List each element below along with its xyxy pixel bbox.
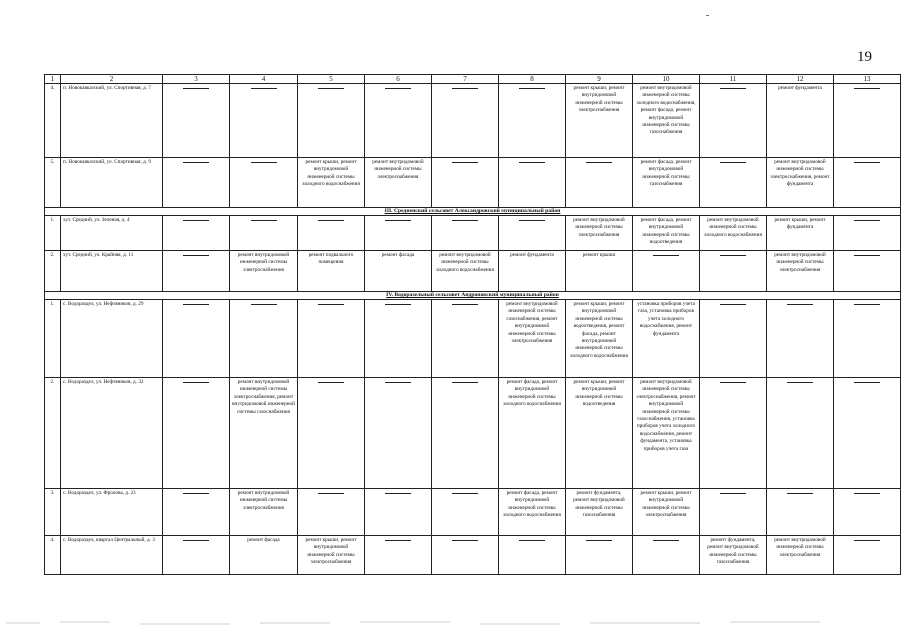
work-cell: ремонт крыши [566,251,633,292]
work-cell: ремонт фасада [230,536,298,575]
row-number-cell: 1. [45,300,61,378]
work-cell: ремонт крыши, ремонт внутридомовой инженерной системы электроснабжения [633,489,700,536]
work-cell: ремонт фасада, ремонт внутридомовой инженерной системы холодного водоснабжения [499,378,566,489]
work-cell: ремонт фасада [365,251,432,292]
column-header: 2 [61,75,163,84]
work-cell: ремонт внутридомовой инженерной системы электроснабжения [365,158,432,208]
work-cell [700,300,767,378]
work-cell [230,300,298,378]
work-cell [432,216,499,251]
work-cell [566,536,633,575]
dash-mark [318,382,344,383]
work-cell [298,489,365,536]
work-cell: ремонт крыши, ремонт внутридомовой инженерной системы электроснабжения [298,536,365,575]
work-cell: ремонт внутридомовой инженерной системы электроснабжения, ремонт внутридомовой инженерной системы газоснабжения, установка приборов учета холодного водоснабжения, ремонт фундамента, установка приборов учета газа [633,378,700,489]
column-header: 11 [700,75,767,84]
dash-mark [452,382,478,383]
work-cell: ремонт внутридомовой инженерной системы холодного водоснабжения [700,216,767,251]
work-cell [298,216,365,251]
address-cell: хут. Средний, ул. Крайняя, д. 11 [61,251,163,292]
dash-mark [519,540,545,541]
address-cell: п. Новокавказский, ул. Спортивная, д. 9 [61,158,163,208]
work-cell [298,378,365,489]
dash-mark [318,304,344,305]
work-cell [163,536,230,575]
table-row [45,216,901,251]
work-cell: ремонт крыши, ремонт внутридомовой инженерной системы холодного водоснабжения [298,158,365,208]
row-number-cell: 5. [45,158,61,208]
address-cell: хут. Средний, ул. Зеленая, д. 4 [61,216,163,251]
work-cell [499,536,566,575]
work-cell [633,536,700,575]
section-row [45,208,901,216]
work-cell: ремонт фасада, ремонт внутридомовой инженерной системы водоотведения [633,216,700,251]
work-cell: ремонт подвального помещения [298,251,365,292]
work-cell: ремонт крыши, ремонт фундамента [767,216,834,251]
dash-mark [720,382,746,383]
column-header: 8 [499,75,566,84]
work-cell: ремонт фундамента, ремонт внутридомовой инженерной системы газоснабжения [700,536,767,575]
work-cell [230,84,298,158]
dash-mark [854,540,880,541]
work-cell [163,158,230,208]
work-cell [834,251,901,292]
repair-schedule-table [44,74,901,575]
work-cell: ремонт фасада, ремонт внутридомовой инженерной системы холодного водоснабжения [499,489,566,536]
work-cell [700,158,767,208]
dash-mark [452,493,478,494]
dash-mark [854,220,880,221]
dash-mark [854,382,880,383]
dash-mark [519,88,545,89]
column-header: 1 [45,75,61,84]
dash-mark [183,304,209,305]
dash-mark [318,220,344,221]
dash-mark [183,540,209,541]
work-cell [298,84,365,158]
row-number-cell: 4. [45,536,61,575]
work-cell [163,216,230,251]
dash-mark [653,540,679,541]
dash-mark [586,540,612,541]
dash-mark [183,162,209,163]
work-cell [365,84,432,158]
section-row [45,292,901,300]
work-cell [365,300,432,378]
work-cell: ремонт внутридомовой инженерной системы электроснабжения, ремонт внутридомовой инженерной системы газоснабжения [230,378,298,489]
column-header: 6 [365,75,432,84]
scan-noise [0,611,905,633]
dash-mark [787,382,813,383]
row-number-cell: 1. [45,216,61,251]
work-cell: ремонт крыши, ремонт внутридомовой инженерной системы водоотведения [566,378,633,489]
work-cell [767,489,834,536]
column-header: 3 [163,75,230,84]
work-cell [163,300,230,378]
work-cell: ремонт внутридомовой инженерной системы электроснабжения [767,251,834,292]
dash-mark [385,382,411,383]
column-number-row [45,75,901,84]
dash-mark [385,220,411,221]
table-row [45,300,901,378]
address-cell: с. Водораздел, ул. Фролова, д. 23 [61,489,163,536]
table-row [45,489,901,536]
table-row [45,84,901,158]
dash-mark [251,304,277,305]
table-row [45,378,901,489]
work-cell [834,158,901,208]
dash-mark [452,220,478,221]
work-cell: ремонт внутридомовой инженерной системы электроснабжения [230,489,298,536]
work-cell [834,536,901,575]
work-cell [834,216,901,251]
address-cell: с. Водораздел, ул. Нефтяников, д. 29 [61,300,163,378]
work-cell [432,536,499,575]
dash-mark [452,304,478,305]
work-cell [700,251,767,292]
work-cell [432,378,499,489]
work-cell [499,84,566,158]
dash-mark [720,162,746,163]
work-cell [834,300,901,378]
dash-mark [653,255,679,256]
work-cell [230,216,298,251]
table-row [45,158,901,208]
dash-mark [318,493,344,494]
work-cell [432,300,499,378]
work-cell: ремонт крыши, ремонт внутридомовой инженерной системы водоотведения, ремонт фасада, ремонт внутридомовой инженерной системы холодного водоснабжения [566,300,633,378]
work-cell: ремонт внутридомовой инженерной системы холодного водоснабжения [432,251,499,292]
dash-mark [787,493,813,494]
work-cell [298,300,365,378]
dash-mark [385,540,411,541]
column-header: 5 [298,75,365,84]
dash-mark [586,162,612,163]
work-cell [432,84,499,158]
work-cell [365,489,432,536]
dash-mark [720,88,746,89]
column-header: 4 [230,75,298,84]
dash-mark [452,162,478,163]
dash-mark [183,382,209,383]
work-cell: ремонт внутридомовой инженерной системы электроснабжения [767,536,834,575]
work-cell [566,158,633,208]
work-cell [163,489,230,536]
work-cell [163,378,230,489]
column-header: 7 [432,75,499,84]
section-heading: IV. Водоразельный сельсовет Андроповский муниципальный район [45,292,901,300]
column-header: 12 [767,75,834,84]
row-number-cell: 2. [45,251,61,292]
work-cell [365,536,432,575]
column-header: 10 [633,75,700,84]
page-number: 19 [857,49,872,65]
work-cell [163,251,230,292]
work-cell: ремонт внутридомовой инженерной системы электроснабжения [566,216,633,251]
work-cell [700,489,767,536]
work-cell: ремонт фундамента, ремонт внутридомовой инженерной системы газоснабжения [566,489,633,536]
address-cell: с. Водораздел, квартал Центральный, д. 3 [61,536,163,575]
work-cell [365,216,432,251]
work-cell: ремонт фундамента [767,84,834,158]
work-cell: ремонт фундамента [499,251,566,292]
address-cell: п. Новокавказский, ул. Спортивная, д. 7 [61,84,163,158]
work-cell [834,489,901,536]
work-cell [834,84,901,158]
dash-mark [519,162,545,163]
work-cell [365,378,432,489]
dash-mark [787,304,813,305]
row-number-cell: 4. [45,84,61,158]
work-cell: ремонт крыши, ремонт внутридомовой инженерной системы электроснабжения [566,84,633,158]
work-cell [163,84,230,158]
address-cell: с. Водораздел, ул. Нефтяников, д. 32 [61,378,163,489]
work-cell: ремонт фасада, ремонт внутридомовой инженерной системы газоснабжения [633,158,700,208]
work-cell: ремонт внутридомовой инженерной системы газоснабжения, ремонт внутридомовой инженерной системы электроснабжения [499,300,566,378]
dash-mark [183,88,209,89]
work-cell: ремонт внутридомовой инженерной системы электроснабжения [230,251,298,292]
dash-mark [519,220,545,221]
dash-mark [183,255,209,256]
work-cell [700,378,767,489]
dash-mark [251,162,277,163]
dash-mark [720,255,746,256]
dash-mark [318,88,344,89]
row-number-cell: 2. [45,378,61,489]
work-cell [633,251,700,292]
dash-mark [251,88,277,89]
dash-mark [251,220,277,221]
work-cell [767,300,834,378]
work-cell [700,84,767,158]
dash-mark [854,304,880,305]
table-row [45,536,901,575]
dash-mark [854,162,880,163]
dash-mark [385,493,411,494]
scan-mark [706,15,709,16]
dash-mark [452,540,478,541]
dash-mark [452,88,478,89]
column-header: 13 [834,75,901,84]
dash-mark [385,88,411,89]
work-cell [432,489,499,536]
work-cell [230,158,298,208]
work-cell [432,158,499,208]
work-cell [834,378,901,489]
work-cell: ремонт внутридомовой инженерной системы электроснабжения, ремонт фундамента [767,158,834,208]
work-cell: установка приборов учета газа, установка приборов учета холодного водоснабжения, ремонт фундамента [633,300,700,378]
work-cell [499,158,566,208]
dash-mark [720,493,746,494]
dash-mark [854,255,880,256]
dash-mark [720,304,746,305]
column-header: 9 [566,75,633,84]
table-row [45,251,901,292]
section-heading: III. Средненский сельсовет Александровский муниципальный район [45,208,901,216]
dash-mark [183,220,209,221]
row-number-cell: 3. [45,489,61,536]
work-cell [499,216,566,251]
dash-mark [854,493,880,494]
dash-mark [183,493,209,494]
work-cell [767,378,834,489]
work-cell: ремонт внутридомовой инженерной системы холодного водоснабжения, ремонт фасада, ремонт внутридомовой инженерной системы газоснабжения [633,84,700,158]
dash-mark [385,304,411,305]
dash-mark [854,88,880,89]
